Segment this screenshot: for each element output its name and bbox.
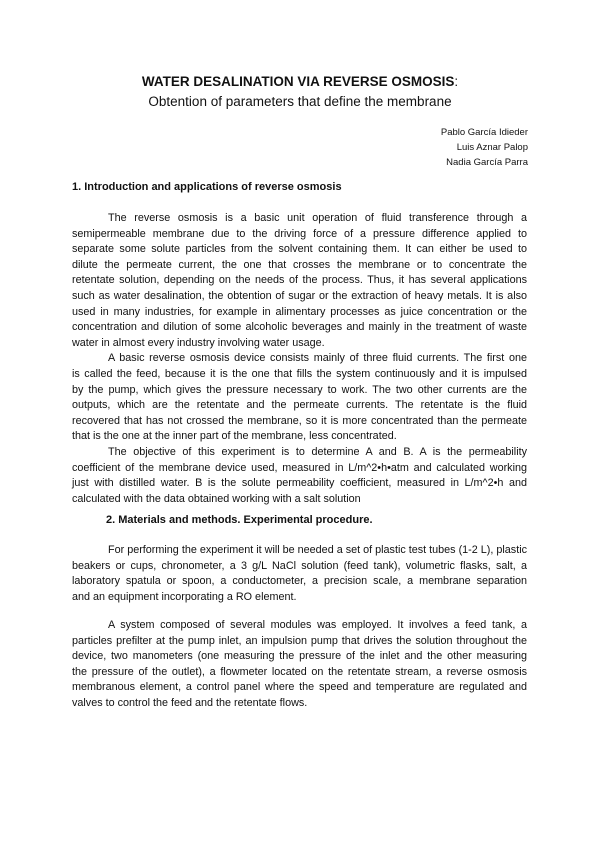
text-line: For performing the experiment it will be needed a set of plastic test tubes (1-2 L), plastic [108, 544, 527, 556]
title-colon: : [454, 74, 459, 89]
text-line: membranous element, a control panel where the speed and temperature are regulated and [72, 681, 527, 694]
text-line: dilute the permeate current, the one that crosses the membrane or to concentrate the [72, 258, 527, 271]
text-line: The reverse osmosis is a basic unit operation of fluid transference through a [108, 212, 527, 224]
text-line: semipermeable membrane due to the driving force of a pressure difference applied to [72, 227, 527, 240]
text-line: The objective of this experiment is to determine A and B. A is the permeability [108, 445, 527, 458]
author-list [441, 125, 528, 170]
text-line: just with distilled water. B is the solute permeability coefficient, measured in L/m^2•h and [72, 477, 527, 490]
introduction-body [72, 211, 527, 507]
section-heading-introduction: 1. Introduction and applications of reverse osmosis [72, 181, 342, 193]
materials-paragraph [72, 543, 527, 605]
text-line: calculated with the data obtained working with a salt solution [72, 492, 361, 505]
text-line: used in many industries, for example in alimentary processes as juice concentration or the [72, 305, 527, 318]
text-line: A basic reverse osmosis device consists mainly of three fluid currents. The first one [108, 352, 527, 365]
text-line: is called the feed, because it is the one that fills the system continuously and it is impulsed [72, 367, 527, 380]
section-heading-materials: 2. Materials and methods. Experimental procedure. [106, 514, 373, 526]
author: Luis Aznar Palop [456, 142, 528, 153]
document-title [0, 74, 600, 89]
text-line: recovered that has not crossed the membrane, so it is more concentrated than the permeate [72, 414, 527, 427]
text-line: particles prefilter at the pump inlet, an impulsion pump that drives the solution throughout the [72, 634, 527, 647]
title-main: WATER DESALINATION VIA REVERSE OSMOSIS [141, 74, 455, 89]
text-line: water in almost every industry involving water usage. [72, 336, 325, 349]
text-line: laboratory spatula or spoon, a conductometer, a precision scale, a membrane separation [72, 575, 527, 588]
text-line: retentate solution, depending on the needs of the process. Thus, it has several applications [72, 274, 527, 287]
text-line: that is the one at the inner part of the membrane, less concentrated. [72, 430, 397, 443]
author: Nadia García Parra [446, 157, 528, 168]
text-line: such as water desalination, the obtention of sugar or the extraction of heavy metals. It is also [72, 289, 527, 302]
text-line: valves to control the feed and the retentate flows. [72, 696, 308, 709]
text-line: separate some solute particles from the solvent containing them. It can either be used to [72, 243, 527, 256]
text-line: by the pump, which gives the pressure necessary to work. The two other currents are the [72, 383, 527, 396]
text-line: coefficient of the membrane device used, measured in L/m^2•h•atm and calculated working [72, 461, 527, 474]
text-line: the pressure of the outlet), a flowmeter located on the retentate stream, a reverse osmosis [72, 665, 527, 678]
text-line: device, two manometers (one measuring the pressure of the inlet and the other measuring [72, 650, 527, 663]
text-line: A system composed of several modules was employed. It involves a feed tank, a [108, 619, 527, 631]
document-subtitle: Obtention of parameters that define the membrane [148, 94, 452, 109]
text-line: beakers or cups, chronometer, a 3 g/L NaCl solution (feed tank), volumetric flasks, salt, a [72, 559, 527, 572]
author: Pablo García Idieder [440, 127, 528, 138]
text-line: concentration and dilution of some alcoholic beverages and mainly in the treatment of waste [72, 321, 527, 334]
text-line: and an equipment incorporating a RO element. [72, 590, 297, 603]
system-paragraph [72, 618, 527, 712]
text-line: outputs, which are the retentate and the permeate currents. The retentate is the fluid [72, 399, 527, 412]
